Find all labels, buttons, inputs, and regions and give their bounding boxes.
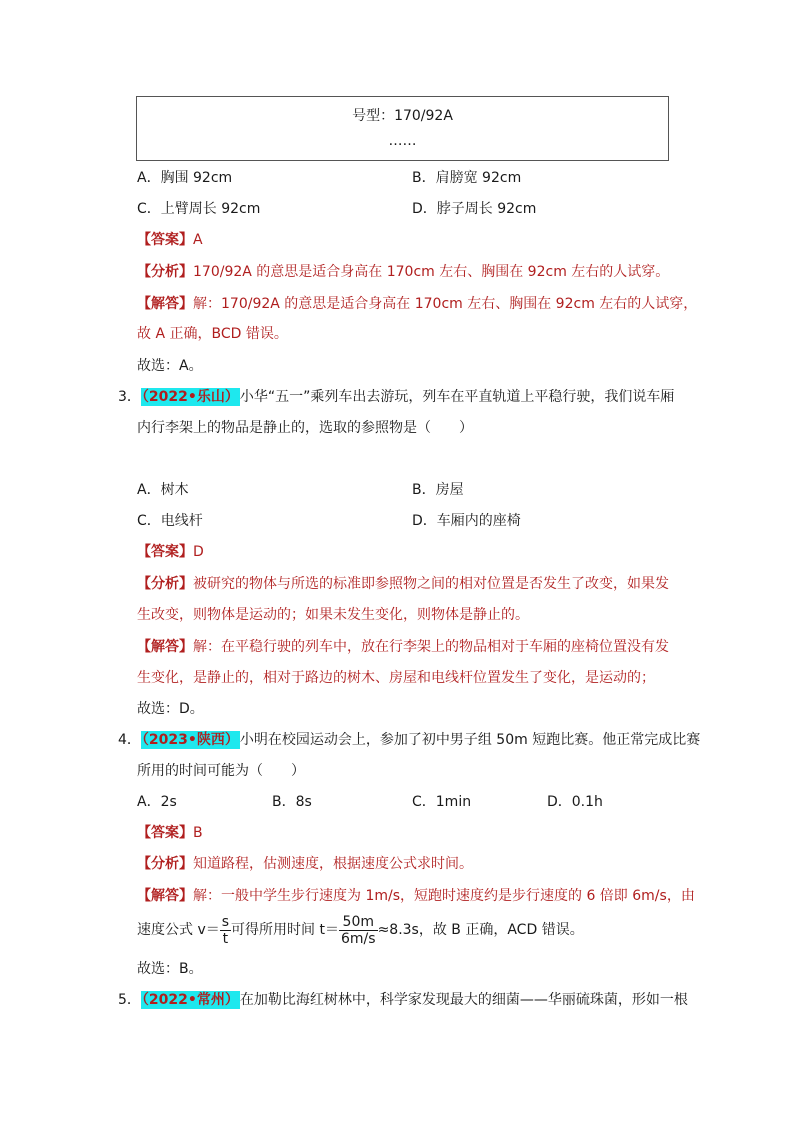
q3-number: 3． bbox=[118, 389, 141, 405]
answer-value: B bbox=[193, 825, 203, 841]
q4-number: 4． bbox=[118, 732, 141, 748]
q5-stem-text: 在加勒比海红树林中，科学家发现最大的细菌——华丽硫珠菌，形如一根 bbox=[239, 992, 688, 1008]
answer-tag: 【答案】 bbox=[137, 232, 193, 248]
q3-source-badge: （2022•乐山） bbox=[141, 389, 239, 405]
fraction-denominator: 6m/s bbox=[341, 930, 376, 947]
analysis-tag: 【分析】 bbox=[137, 264, 193, 280]
analysis-text: 知道路程，估测速度，根据速度公式求时间。 bbox=[193, 856, 473, 872]
formula-prefix: 速度公式 v＝ bbox=[137, 922, 220, 938]
q2-solution bbox=[137, 294, 697, 314]
q3-option-c: C．电线杆 bbox=[137, 513, 203, 529]
q4-option-c: C．1min bbox=[412, 794, 472, 810]
q5-number: 5． bbox=[118, 992, 141, 1008]
q2-option-a: A．胸围 92cm bbox=[137, 170, 233, 186]
answer-tag: 【答案】 bbox=[137, 544, 193, 560]
q2-option-d: D．脖子周长 92cm bbox=[412, 201, 537, 217]
q5-source-badge: （2022•常州） bbox=[141, 992, 239, 1008]
q4-source-badge: （2023•陕西） bbox=[141, 732, 239, 748]
formula-suffix: ≈8.3s，故 B 正确，ACD 错误。 bbox=[377, 922, 584, 938]
q3-analysis bbox=[137, 574, 669, 594]
q3-option-a: A．树木 bbox=[137, 482, 189, 498]
q3-stem-text: 小华“五一”乘列车出去游玩，列车在平直轨道上平稳行驶，我们说车厢 bbox=[239, 389, 675, 405]
q3-choose: 故选：D。 bbox=[137, 701, 204, 717]
q3-option-d: D．车厢内的座椅 bbox=[412, 513, 521, 529]
q4-analysis bbox=[137, 854, 473, 874]
q4-stem-cont: 所用的时间可能为（ ） bbox=[137, 763, 305, 779]
size-label: 号型：170/92A bbox=[352, 108, 453, 124]
q4-answer bbox=[137, 823, 203, 843]
q3-stem bbox=[118, 387, 674, 407]
q3-solution-cont: 生变化，是静止的，相对于路边的树木、房屋和电线杆位置发生了变化，是运动的； bbox=[137, 670, 655, 686]
q3-answer bbox=[137, 542, 204, 562]
q2-choose: 故选：A。 bbox=[137, 358, 203, 374]
analysis-tag: 【分析】 bbox=[137, 576, 193, 592]
q4-solution bbox=[137, 886, 695, 906]
q3-solution bbox=[137, 637, 669, 657]
fraction-s-over-t bbox=[220, 914, 231, 947]
answer-value: D bbox=[193, 544, 204, 560]
q2-solution-cont: 故 A 正确，BCD 错误。 bbox=[137, 326, 288, 342]
fraction-numerator: s bbox=[221, 913, 230, 930]
fraction-distance-over-speed bbox=[339, 914, 378, 947]
solution-text: 解：一般中学生步行速度为 1m/s，短跑时速度约是步行速度的 6 倍即 6m/s，由 bbox=[193, 888, 695, 904]
solution-tag: 【解答】 bbox=[137, 888, 193, 904]
formula-middle: 可得所用时间 t＝ bbox=[231, 922, 339, 938]
q3-analysis-cont: 生改变，则物体是运动的；如果未发生变化，则物体是静止的。 bbox=[137, 607, 529, 623]
ellipsis: …… bbox=[388, 133, 417, 149]
q4-stem bbox=[118, 730, 700, 750]
q4-option-b: B．8s bbox=[272, 794, 312, 810]
fraction-denominator: t bbox=[222, 930, 229, 947]
q2-option-b: B．肩膀宽 92cm bbox=[412, 170, 522, 186]
solution-tag: 【解答】 bbox=[137, 296, 193, 312]
solution-tag: 【解答】 bbox=[137, 639, 193, 655]
fraction-numerator: 50m bbox=[339, 914, 378, 931]
analysis-text: 被研究的物体与所选的标准即参照物之间的相对位置是否发生了改变，如果发 bbox=[193, 576, 669, 592]
q4-option-d: D．0.1h bbox=[547, 794, 603, 810]
analysis-text: 170/92A 的意思是适合身高在 170cm 左右、胸围在 92cm 左右的人试穿。 bbox=[193, 264, 670, 280]
q4-choose: 故选：B。 bbox=[137, 961, 203, 977]
answer-tag: 【答案】 bbox=[137, 825, 193, 841]
analysis-tag: 【分析】 bbox=[137, 856, 193, 872]
clothing-size-box bbox=[136, 96, 669, 161]
q2-analysis bbox=[137, 262, 669, 282]
q3-option-b: B．房屋 bbox=[412, 482, 464, 498]
solution-text: 解：在平稳行驶的列车中，放在行李架上的物品相对于车厢的座椅位置没有发 bbox=[193, 639, 669, 655]
q5-stem bbox=[118, 990, 688, 1010]
q4-option-a: A．2s bbox=[137, 794, 177, 810]
answer-value: A bbox=[193, 232, 203, 248]
q3-stem-cont: 内行李架上的物品是静止的，选取的参照物是（ ） bbox=[137, 420, 473, 436]
q4-stem-text: 小明在校园运动会上，参加了初中男子组 50m 短跑比赛。他正常完成比赛 bbox=[239, 732, 701, 748]
solution-text: 解：170/92A 的意思是适合身高在 170cm 左右、胸围在 92cm 左右的人试穿， bbox=[193, 296, 698, 312]
q2-answer bbox=[137, 230, 203, 250]
q4-formula-line bbox=[137, 912, 584, 948]
q2-option-c: C．上臂周长 92cm bbox=[137, 201, 261, 217]
